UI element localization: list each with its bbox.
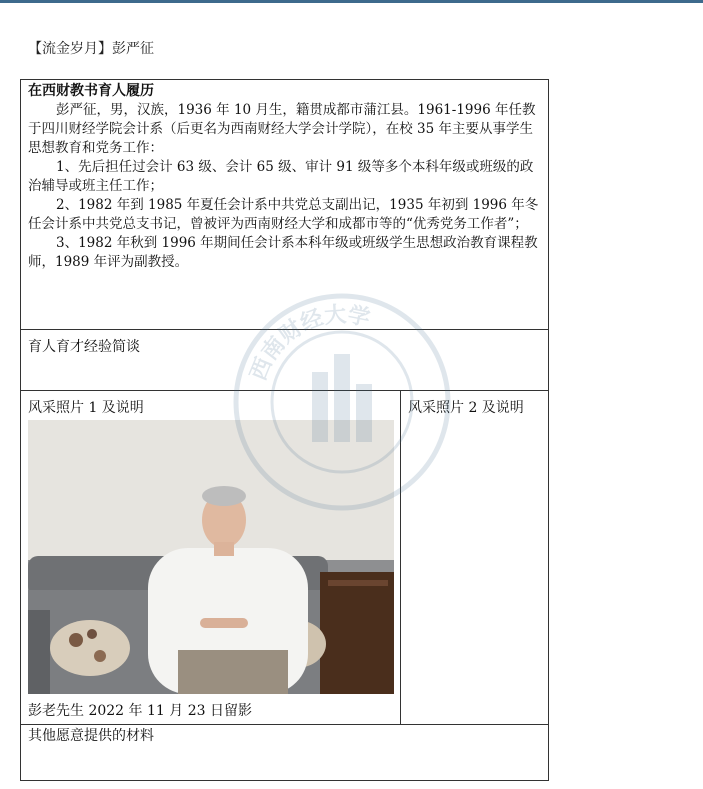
- photo2-label: 风采照片 2 及说明: [408, 400, 524, 416]
- profile-form-table: [20, 79, 549, 781]
- other-materials-section: [21, 725, 548, 781]
- photo1-caption: 彭老先生 2022 年 11 月 23 日留影: [28, 703, 252, 719]
- photo1-label: 风采照片 1 及说明: [28, 400, 144, 416]
- page-title: 【流金岁月】彭严征: [28, 41, 154, 57]
- experience-label: 育人育才经验简谈: [28, 339, 140, 355]
- resume-paragraph: 3、1982 年秋到 1996 年期间任会计系本科年级或班级学生思想政治教育课程教师，1989 年评为副教授。: [28, 235, 538, 270]
- photo1-cell: [21, 391, 401, 724]
- other-materials-label: 其他愿意提供的材料: [28, 728, 154, 744]
- resume-paragraph: 彭严征，男，汉族，1936 年 10 月生，籍贯成都市蒲江县。1961-1996 年任教于四川财经学院会计系（后更名为西南财经大学会计学院），在校 35 年主要从事学生思想教育和党务工作：: [28, 102, 536, 156]
- seal-text: 西南财经大学: [245, 301, 373, 385]
- experience-section: [21, 330, 548, 391]
- photos-section: [21, 391, 548, 725]
- photo2-cell: [401, 391, 549, 724]
- resume-paragraph: 1、先后担任过会计 63 级、会计 65 级、审计 91 级等多个本科年级或班级的政治辅导或班主任工作；: [28, 159, 534, 194]
- portrait-photo: [28, 420, 394, 694]
- resume-paragraph: 2、1982 年到 1985 年夏任会计系中共党总支副出记，1935 年初到 1996 年冬任会计系中共党总支书记，曾被评为西南财经大学和成都市等的“优秀党务工作者”；: [28, 197, 539, 232]
- resume-section: [21, 80, 548, 330]
- top-accent-bar: [0, 0, 703, 3]
- resume-heading: 在西财教书育人履历: [28, 83, 154, 99]
